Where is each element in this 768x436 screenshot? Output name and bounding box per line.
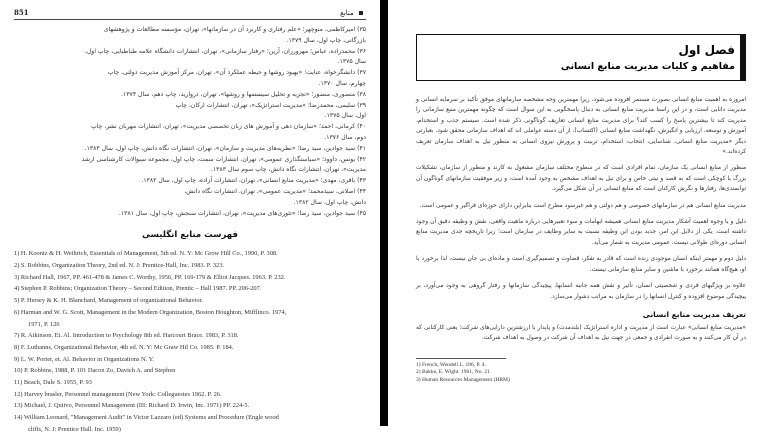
english-reference-line: 13) Michael, J. Quiivo, Personnel Management (III: Richard D. Irwin, Inc. 1971) PP. 224-5. [14, 402, 250, 410]
body-paragraph: دلیل دوم و مهمتر اینکه انسان موجودی زنده است که قادر به تفکر، قضاوت و تصمیم‌گیری است و ماده‌ای بی جان نیست، لذا برخورد با او، هیچ‌گاه همانند برخورد با ماشین و سایر منابع سازمانی نیست. [416, 256, 746, 273]
page-gutter [380, 0, 388, 426]
english-reference-line: 12) Harvey brasler, Personnel management (New York: Colleguestes 1962. P. 26. [14, 390, 222, 398]
english-reference-line: 5) P. Hersey & K. H. Blanchard, Management of organizational Behavior. [14, 297, 203, 305]
english-reference-line: 14) William Leonard, "Management Audit" in Victor Lazzaro (ed) Systems and Procedure (Engle wood [14, 414, 279, 422]
chapter-header [416, 34, 746, 81]
persian-reference-line: ۳۹) سلیمی، محمدرضا؛ «مدیریت استراتژیک»، تهران، انتشارات ارکان، چاپ [175, 101, 366, 109]
english-reference-line: cliffs, N. J: Prentice Hall. Inc. 1959) [28, 425, 121, 433]
persian-reference-line: ۴۳) باقری، مهدی؛ «مدیریت منابع انسانی»، تهران، انتشارات آزاده، چاپ اول، سال ۱۳۸۲. [141, 177, 366, 185]
page-number: 851 [14, 8, 29, 17]
square-bullet-icon [359, 11, 363, 15]
chapter-number: فصل اول [678, 43, 735, 57]
footnotes [416, 362, 746, 385]
persian-reference-line: بازرگانی، چاپ اول، سال ۱۳۷۹. [286, 36, 366, 44]
persian-reference-line: سال ۱۳۷۵. [337, 58, 366, 66]
english-reference-line: 4) Stephen P. Robbins; Organization Theory – Second Edition, Prentic – Hall 1987. PP. 206-207. [14, 285, 262, 293]
footnote-line: 1) French, Wendell L. 186, P. 4. [416, 361, 486, 368]
chapter-title: مفاهیم و کلیات مدیریت منابع انسانی [560, 61, 735, 72]
persian-reference-line: ۴۰) کرمانی، احمد؛ «سازمان دهی و آموزش های زبان تخصصی مدیریت»، تهران، انتشارات مهربان نشر، چاپ [90, 123, 366, 131]
persian-reference-line: اول، سال ۱۳۷۵. [324, 112, 366, 120]
body-paragraph: منظور از منابع انسانی یک سازمان، تمام افرادی است که در سطوح مختلف سازمان مشغول به کارند و منظور از سازمان، تشکیلات بزرگ یا کوچکی است که به قصد و نیتی خاص و برای نیل به اهداف مشخص به وجود آمده است، و زیر موفقیت سازمانهای گوناگون آن توانمندی‌ها، رفتارها و نگرش کارکنان است که منابع انسانی در آن شکل می‌گیرد. [416, 165, 746, 193]
english-references [14, 248, 366, 435]
body-paragraph: دلیل و یا وجوه اهمیت آشکار مدیریت منابع انسانی همیشه ابهامات و سوء تعبیرهایی درباره ماهیت واقعی، نقش و وظیفه دقیق آن وجود داشته است. یکی از دلایل این امر، جدید بودن این وظیفه نسبت به سایر وظایف در سازمان است؛ زیرا تاریخچه جدی مدیریت منابع انسانی دوره‌ای طولانی نیست، عمومی مدیریت به شمار می‌آید. [416, 219, 746, 246]
english-reference-line: 7) R. Atkinson. Et. Al. Introduction to Psychology 8th ed. Harcourt Brace. 1983, P. 318. [14, 332, 239, 340]
english-reference-line: 1971, P. 126 [28, 320, 60, 328]
body-paragraph: علاوه بر ویژگیهای فردی و شخصیتی انسان، تأثیر و نقش همه جانبه انسانها، پیچیدگی سازمانها و رفتار گروهی به وجود می‌آورد، بر پیچیدگی موضوع افزوده و کنترل انسانها را در سازمان به مراتب دشوار می‌سازد. [416, 283, 746, 300]
persian-reference-line: ۴۱) سید جوادین، سید رضا؛ «نظریه‌های مدیریت و سازمان»، تهران، انتشارات نگاه دانش، چاپ اول، سال ۱۳۸۳. [84, 144, 366, 152]
english-reference-line: 1) H. Koontz & H. Weihrich, Essentials of Management, 5th ed. N. Y: Mc Grow Hill Co., 1990, P. 308. [14, 250, 278, 258]
english-reference-line: 3) Richard Hall, 1967, PP. 461-478 & James C. Worthy, 1956, PP. 169-179 & Elliot Jacques. 1963. P. 232. [14, 273, 286, 281]
persian-reference-line: چهارم، سال ۱۳۷۰. [318, 79, 366, 87]
persian-references [14, 25, 366, 219]
persian-reference-line: ۴۲) یونس، داوود؛ «سیاستگذاری عمومی»، تهران، انتشارات سمت، چاپ اول، مجموعه سیوالات کارشناسی ارشد [81, 155, 366, 163]
footnote-divider [416, 358, 506, 359]
running-title: منابع [340, 9, 366, 17]
persian-reference-line: ۳۶) محمدزاده، عباس؛ مهرورزان، آرین؛ «رفتار سازمانی»، تهران، انتشارات دانشگاه علامه طباطبایی، چاپ اول، [84, 47, 366, 55]
body-paragraph: امروزه به اهمیت منابع انسانی بصورت مستمر افزوده می‌شود، زیرا مهمترین وجه مشخصه سازمانهای موفق تأکید بر سرمایه انسانی و مدیریت دانایی است، و در این راستا مدیریت منابع انسانی به دنبال پاسخگویی به این سوال است که چگونه مهمترین منبع سازمانی را مدیریت کند تا بیشترین پاسخ را کسب کند؟ برای مدیریت منابع انسانی تعاریف گوناگونی ذکر شده است. سیستم جذب و استخدام، آموزش و توسعه، ارزیابی و انگیزش، نگهداشت منابع انسانی (اکتساب)، از آن دسته عواملی اند که اهداف سازمانی محقق شود. بعبارتی دیگر «مدیریت منابع انسانی، شناسایی، انتخاب، استخدام، تربیت و پرورش نیروی انسانی به منظور نیل به اهداف سازمان تعریف کرده‌اند.» [416, 97, 746, 156]
english-references-heading: فهرست منابع انگلیسی [142, 230, 238, 241]
persian-reference-line: دانش، چاپ اول، سال ۱۳۸۲. [293, 198, 366, 206]
english-reference-line: 9) L. W. Porter, et. Al. Behavior in Organizations N. Y. [14, 355, 155, 363]
english-reference-line: 8) F. Luthanns, Organizational Behavior, 4th ed. N. Y: Mc Graw Hil Co. 1985. P. 184. [14, 343, 234, 351]
english-reference-line: 10) P. Robbins, 1988, P. 101 Dacon Zo, Davich A. and Stephen [14, 367, 176, 375]
persian-reference-line: ۳۸) منصوری، منصور؛ «تجزیه و تحلیل سیستمها و روشها»، تهران، دروارید، چاپ دهم، سال ۱۳۷۴. [121, 90, 366, 98]
persian-reference-line: ۴۵) سید جوادین، سید رضا؛ «تئوری‌های مدیریت»، تهران، انتشارات سنجش، چاپ اول، سال ۱۳۸۱. [118, 209, 366, 217]
definition-paragraph: «مدیریت منابع انسانی» عبارت است از مدیریت و اداره استراتژیک (بلندمدت) و پایدار با ارزشترین دارایی‌های شرکت؛ یعنی کارکنانی که در آن کار می‌کنند و به صورت انفرادی و جمعی در جهت نیل به اهداف آن شرکت در وصول به اهداف شرکت. [416, 324, 746, 342]
body-text [416, 95, 746, 302]
persian-reference-line: ۳۵) امیرکاظمی، منوچهر؛ «علم رفتاری و کاربرد آن در سازمانها»، تهران، مؤسسه مطالعات و پژوهشهای [103, 26, 366, 33]
left-page [0, 0, 380, 433]
english-reference-line: 6) Harman and W. G. Scott, Management in the Modern Organization, Boston Houghton, Mifflinco. 1974, [14, 308, 287, 316]
persian-reference-line: مدیریت»، تهران، انتشارات نگاه دانش، چاپ سوم سال ۱۳۸۳. [210, 166, 366, 174]
section-subheading: تعریف مدیریت منابع انسانی [642, 309, 746, 319]
english-reference-line: 11) Beach, Dale S. 1955, P. 93 [14, 379, 92, 387]
footnote-line: 2) Bakke, E. Wight. 1961, No. 21 [416, 369, 490, 376]
running-header [14, 8, 366, 20]
persian-reference-line: ۳۷) دانشگرخواه، عنایت؛ «بهبود روشها و حیطه عملکرد آن»، تهران، مرکز آموزش مدیریت دولتی، چاپ [107, 69, 366, 77]
persian-reference-line: دوم، سال ۱۳۷۶. [324, 133, 366, 141]
english-reference-line: 2) S. Robbins, Organization Theory, 2nd ed. N. J: Prentice-Hall, Inc. 1983. P. 323. [14, 262, 225, 270]
persian-reference-line: ۴۴) اصلانی، سیدمحمد؛ «مدیریت عمومی»، تهران، انتشارات نگاه دانش، [184, 187, 366, 195]
body-paragraph: مدیریت منابع انسانی هم در سازمانهای خصوصی و هم دولتی و هم غیرسود مطرح است بنابراین دارای حوزه‌ای فراگیر و عمومی است. [419, 202, 746, 209]
right-page [388, 0, 768, 426]
footnote-line: 3) Human Resources Management (HRM) [416, 376, 510, 383]
